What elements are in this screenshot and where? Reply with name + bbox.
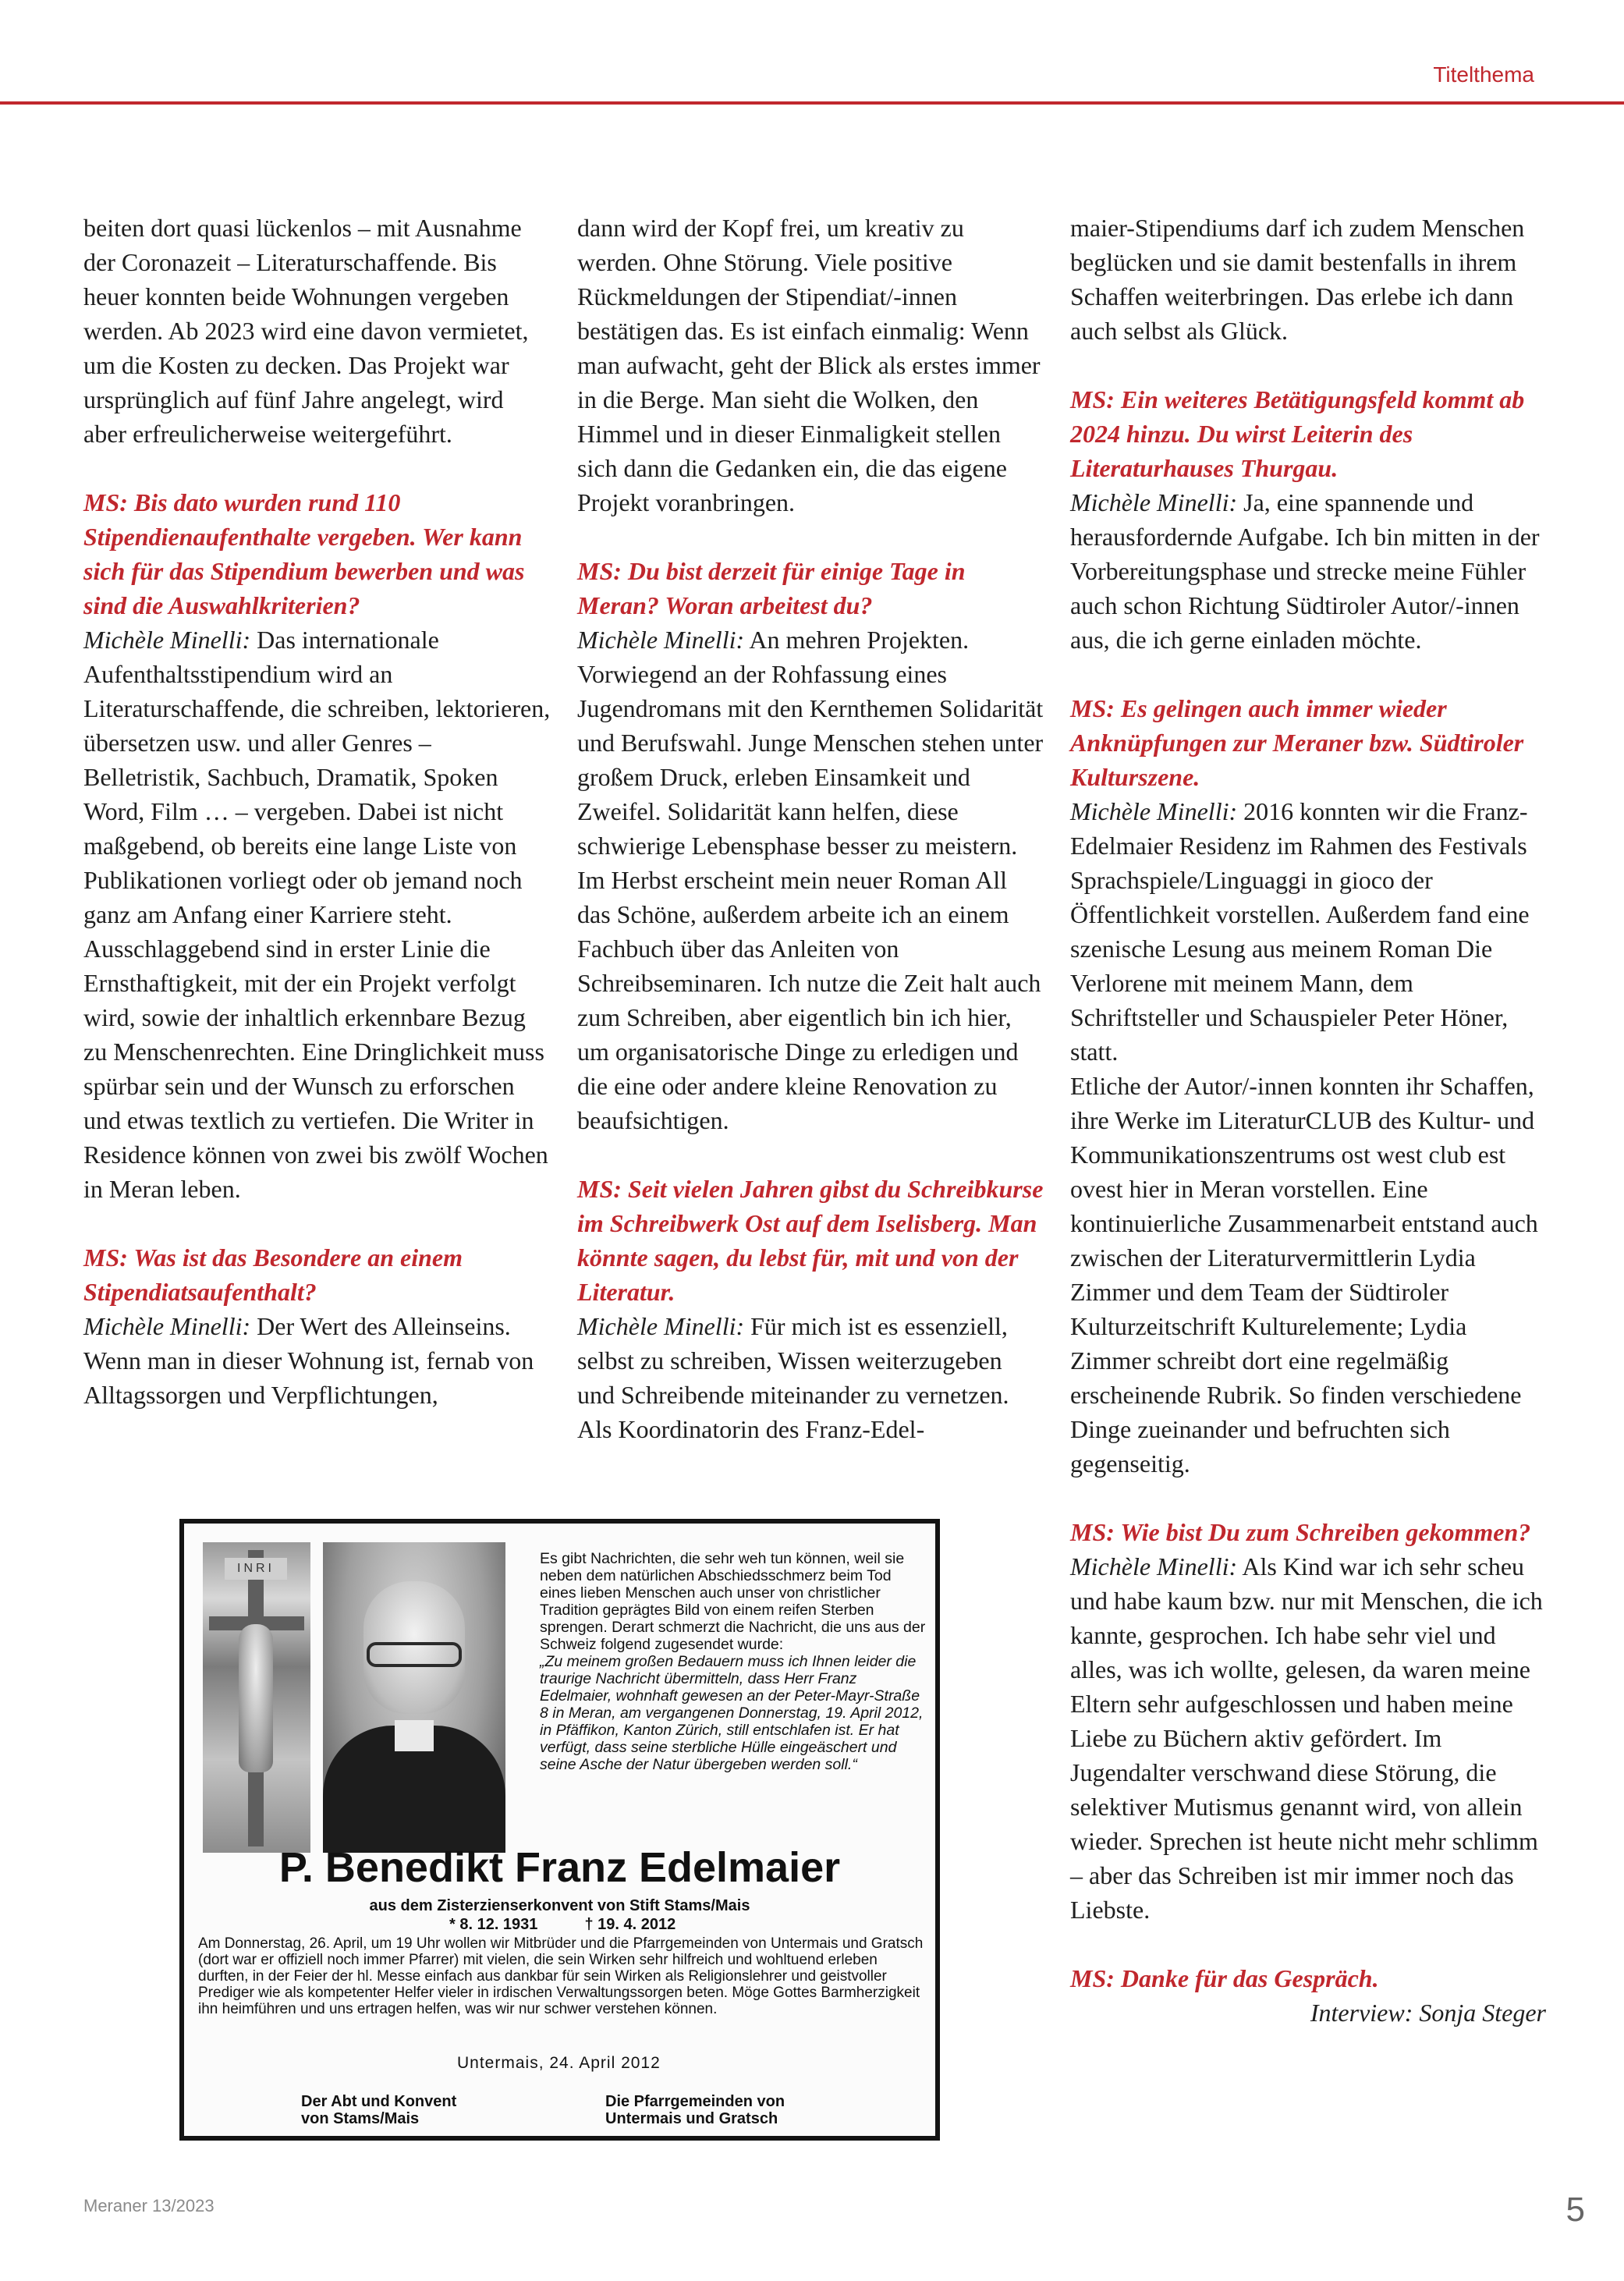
interview-question: MS: Seit vielen Jahren gibst du Schreibkurse im Schreibwerk Ost auf dem Iselisberg. Man könnte sagen, du lebst für, mit und von der Literatur. (577, 1175, 1044, 1306)
interview-answer: Als Kind war ich sehr scheu und habe kaum bzw. nur mit Menschen, die ich kannte, gesprochen. Ich habe sehr viel und alles, was ich wollte, gelesen, da waren meine Eltern sehr aufgeschlossen und haben meine Liebe zu Büchern aktiv gefördert. Im Jugendalter verschwand diese Störung, die selektiver Mutismus genannt wird, von allein wieder. Sprechen ist heute nicht mehr schlimm – aber das Schreiben ist mir immer noch das Liebste. (1070, 1552, 1543, 1924)
text-column-1 (83, 211, 551, 1446)
interview-answer: An mehren Projekten. Vorwiegend an der Rohfassung eines Jugendromans mit den Kernthemen Solidarität und Berufswahl. Junge Menschen stehen unter großem Druck, erleben Einsamkeit und Zweifel. Solidarität kann helfen, diese schwierige Lebensphase besser zu meistern. Im Herbst erscheint mein neuer Roman All das Schöne, außerdem arbeite ich an einem Fachbuch über das Anleiten von Schreibseminaren. Ich nutze die Zeit halt auch zum Schreiben, aber eigentlich bin ich hier, um organisatorische Dinge zu erledigen und die eine oder andere kleine Renovation zu beaufsichtigen. (577, 626, 1044, 1134)
interview-answer: Für mich ist es essenziell, selbst zu schreiben, Wissen weiterzugeben und Schreibende miteinander zu vernetzen. Als Koordinatorin des Franz-Edel- (577, 1312, 1009, 1443)
signature-parishes (605, 2093, 839, 2127)
obituary-intro (540, 1550, 930, 1773)
signature-line: von Stams/Mais (301, 2110, 420, 2127)
inri-plaque: INRI (225, 1558, 287, 1580)
interview-block (577, 554, 1045, 1137)
header-rule (0, 101, 1624, 105)
interview-block (83, 1240, 551, 1412)
signature-abbey (301, 2093, 535, 2127)
deceased-name: P. Benedikt Franz Edelmaier (278, 1844, 841, 1891)
interview-block (1070, 691, 1546, 1069)
interview-question: MS: Es gelingen auch immer wieder Anknüpfungen zur Meraner bzw. Südtiroler Kulturszene. (1070, 694, 1524, 791)
crucifix-figure (239, 1624, 273, 1772)
speaker-name: Michèle Minelli: (83, 1312, 251, 1340)
speaker-name: Michèle Minelli: (1070, 1552, 1238, 1580)
obituary-intro-text: Es gibt Nachrichten, die sehr weh tun können, weil sie neben dem natürlichen Abschiedsschmerz beim Tod eines lieben Menschen auch unser von christlicher Tradition geprägtes Bild von einem reifen Sterben sprengen. Derart schmerzt die Nachricht, die uns aus der Schweiz folgend zugesendet wurde: (540, 1550, 926, 1653)
obituary-place-date: Untermais, 24. April 2012 (457, 2054, 661, 2072)
interview-credit: Interview: Sonja Steger (1310, 1999, 1546, 2027)
paragraph: dann wird der Kopf frei, um kreativ zu werden. Ohne Störung. Viele positive Rückmeldungen der Stipendiat/-innen bestätigen das. Es ist einfach einmalig: Wenn man aufwacht, geht der Blick als erstes immer in die Berge. Man sieht die Wolken, den Himmel und in dieser Einmaligkeit stellen sich dann die Gedanken ein, die das eigene Projekt voranbringen. (577, 214, 1041, 516)
paragraph: maier-Stipendiums darf ich zudem Menschen beglücken und sie damit bestenfalls in ihrem Schaffen weiterbringen. Das erlebe ich dann auch selbst als Glück. (1070, 214, 1525, 345)
signature-line: Die Pfarrgemeinden von (605, 2093, 785, 2110)
interview-block (1070, 382, 1546, 657)
speaker-name: Michèle Minelli: (1070, 488, 1238, 516)
speaker-name: Michèle Minelli: (1070, 797, 1238, 825)
obituary-body (198, 1935, 924, 2017)
section-label: Titelthema (1433, 62, 1534, 87)
interview-question: MS: Wie bist Du zum Schreiben gekommen? (1070, 1518, 1531, 1546)
interview-block (83, 485, 551, 1206)
signature-line: Untermais und Gratsch (605, 2110, 778, 2127)
interview-question: MS: Du bist derzeit für einige Tage in Meran? Woran arbeitest du? (577, 557, 966, 619)
obituary-quote: „Zu meinem großen Bedauern muss ich Ihnen leider die traurige Nachricht übermitteln, dass Herr Franz Edelmaier, wohnhaft gewesen an der Peter-Mayr-Straße 8 in Meran, am vergangenen Donnerstag, 19. April 2012, in Pfäffikon, Kanton Zürich, still entschlafen ist. Er hat verfügt, dass seine sterbliche Hülle eingeäschert und seine Asche der Natur übergeben werden soll.“ (540, 1653, 924, 1773)
paragraph: beiten dort quasi lückenlos – mit Ausnahme der Coronazeit – Literaturschaffende. Bis heuer konnten beide Wohnungen vergeben werden. Ab 2023 wird eine davon vermietet, um die Kosten zu decken. Das Projekt war ursprünglich auf fünf Jahre angelegt, wird aber erfreulicherweise weitergeführt. (83, 214, 529, 448)
speaker-name: Michèle Minelli: (83, 626, 251, 654)
text-column-3 (1070, 211, 1546, 2064)
interview-question: MS: Danke für das Gespräch. (1070, 1964, 1379, 1992)
portrait-collar (395, 1720, 434, 1751)
portrait-glasses (367, 1642, 462, 1667)
text-column-2 (577, 211, 1045, 1481)
portrait-photo (323, 1542, 505, 1853)
death-date: † 19. 4. 2012 (584, 1916, 676, 1933)
page-number: 5 (1565, 2191, 1585, 2229)
obituary-body-text: Am Donnerstag, 26. April, um 19 Uhr wollen wir Mitbrüder und die Pfarrgemeinden von Untermais und Gratsch (dort war er offiziell noch immer Pfarrer) mit vielen, die sein Wirken sehr hilfreich und wohltuend erleben durften, in der Feier der hl. Messe einfach aus dankbar für sein Wirken als Religionslehrer und geistvoller Prediger wie als kompetenter Helfer vieler in irdischen Verwaltungssorgen beten. Möge Gottes Barmherzigkeit ihn heimführen und uns ertragen helfen, was wir nur schwer verstehen können. (198, 1935, 924, 2017)
interview-block (1070, 1515, 1546, 1927)
interview-answer: Ja, eine spannende und herausfordernde Aufgabe. Ich bin mitten in der Vorbereitungsphase und strecke meine Fühler auch schon Richtung Südtiroler Autor/-innen aus, die ich gerne einladen möchte. (1070, 488, 1540, 654)
closing-block (1070, 1961, 1546, 2030)
crucifix-image (203, 1542, 310, 1853)
interview-answer: 2016 konnten wir die Franz-Edelmaier Residenz im Rahmen des Festivals Sprachspiele/Linguaggi in gioco der Öffentlichkeit vorstellen. Außerdem fand eine szenische Lesung aus meinem Roman Die Verlorene mit meinem Mann, dem Schriftsteller und Schauspieler Peter Höner, statt. (1070, 797, 1530, 1066)
signature-line: Der Abt und Konvent (301, 2093, 457, 2110)
interview-block (577, 1172, 1045, 1446)
interview-question: MS: Bis dato wurden rund 110 Stipendienaufenthalte vergeben. Wer kann sich für das Stipendium bewerben und was sind die Auswahlkriterien? (83, 488, 525, 619)
obituary-notice (179, 1519, 940, 2141)
deceased-affiliation: aus dem Zisterzienserkonvent von Stift Stams/Mais (369, 1897, 750, 1914)
issue-label: Meraner 13/2023 (83, 2196, 215, 2215)
birth-date: * 8. 12. 1931 (449, 1916, 538, 1933)
speaker-name: Michèle Minelli: (577, 626, 745, 654)
interview-answer: Der Wert des Alleinseins. Wenn man in dieser Wohnung ist, fernab von Alltagssorgen und Verpflichtungen, (83, 1312, 534, 1409)
interview-answer: Das internationale Aufenthaltsstipendium wird an Literaturschaffende, die schreiben, lektorieren, übersetzen usw. und aller Genres – Belletristik, Sachbuch, Dramatik, Spoken Word, Film … – vergeben. Dabei ist nicht maßgebend, ob bereits eine lange Liste von Publikationen vorliegt oder ob jemand noch ganz am Anfang einer Karriere steht. Ausschlaggebend sind in erster Linie die Ernsthaftigkeit, mit der ein Projekt verfolgt wird, sowie der inhaltlich erkennbare Bezug zu Menschenrechten. Eine Dringlichkeit muss spürbar sein und der Wunsch zu erforschen und etwas textlich zu vertiefen. Die Writer in Residence können von zwei bis zwölf Wochen in Meran leben. (83, 626, 551, 1203)
life-dates (449, 1915, 761, 1934)
speaker-name: Michèle Minelli: (577, 1312, 745, 1340)
paragraph: Etliche der Autor/-innen konnten ihr Schaffen, ihre Werke im LiteraturCLUB des Kultur- und Kommunikationszentrums ost west club est ovest hier in Meran vorstellen. Eine kontinuierliche Zusammenarbeit entstand auch zwischen der Literaturvermittlerin Lydia Zimmer und dem Team der Südtiroler Kulturzeitschrift Kulturelemente; Lydia Zimmer schreibt dort eine regelmäßig erscheinende Rubrik. So finden verschiedene Dinge zueinander und befruchten sich gegenseitig. (1070, 1072, 1538, 1478)
interview-question: MS: Ein weiteres Betätigungsfeld kommt ab 2024 hinzu. Du wirst Leiterin des Literaturhauses Thurgau. (1070, 385, 1525, 482)
interview-question: MS: Was ist das Besondere an einem Stipendiatsaufenthalt? (83, 1243, 463, 1306)
